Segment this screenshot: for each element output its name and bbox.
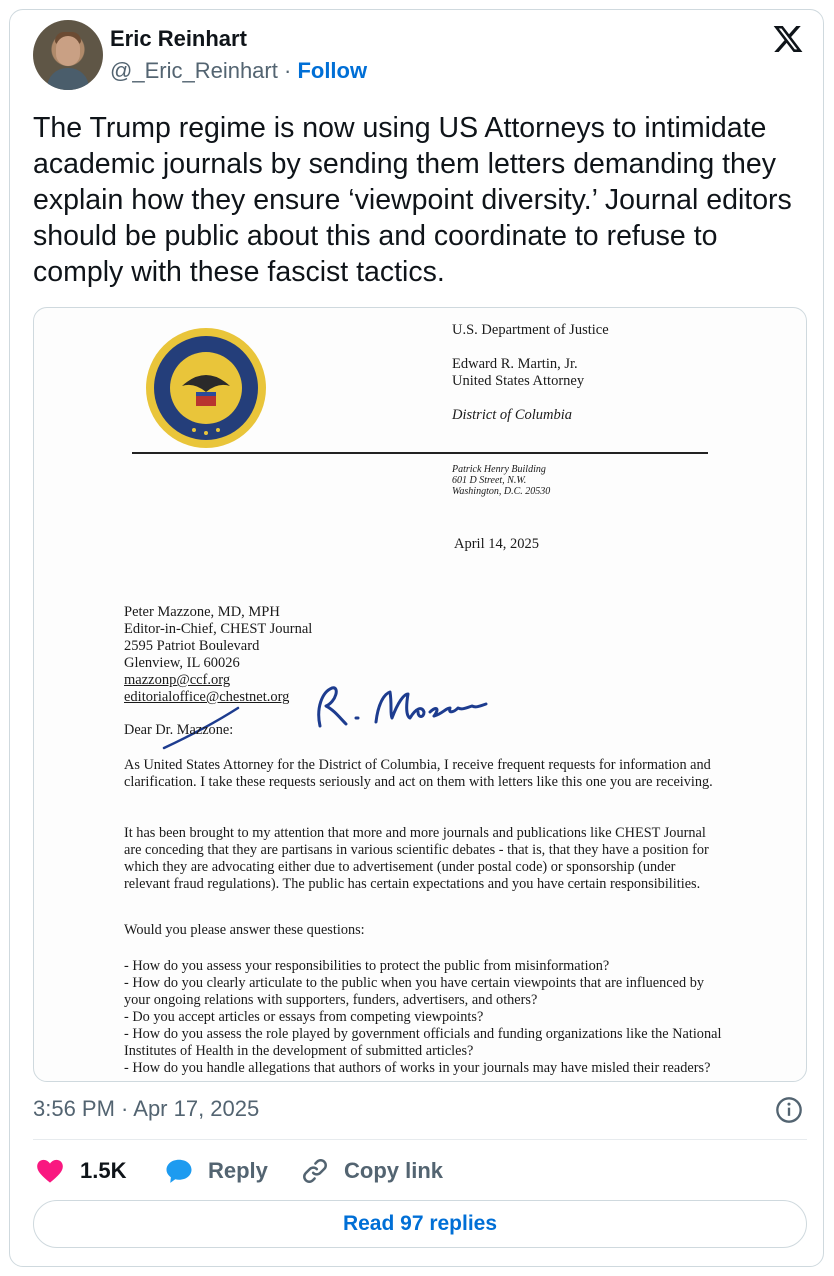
question-item: - How do you assess the role played by government officials and funding organizations like the National Institutes of Health in the development of submitted articles?	[124, 1026, 722, 1059]
question-item: - How do you handle allegations that authors of works in your journals may have misled their readers?	[124, 1060, 711, 1076]
speech-bubble-icon	[164, 1157, 194, 1185]
info-icon[interactable]	[775, 1096, 803, 1124]
reply-button[interactable]	[164, 1155, 268, 1187]
read-replies-button[interactable]: Read 97 replies	[33, 1200, 807, 1248]
letterhead-divider	[132, 452, 708, 454]
reply-label: Reply	[208, 1158, 268, 1183]
recipient-line: Glenview, IL 60026	[124, 655, 240, 671]
copy-link-label: Copy link	[344, 1158, 444, 1183]
author-name[interactable]: Eric Reinhart	[110, 26, 247, 51]
question-item: - How do you assess your responsibilities to protect the public from misinformation?	[124, 958, 610, 974]
attached-letter-image[interactable]	[33, 307, 807, 1082]
doj-seal-icon	[144, 326, 268, 450]
tweet-timestamp[interactable]: 3:56 PM · Apr 17, 2025	[33, 1096, 260, 1121]
building-line: Patrick Henry Building	[452, 464, 546, 475]
district-line: District of Columbia	[452, 407, 573, 423]
link-icon	[300, 1156, 330, 1186]
attorney-title: United States Attorney	[452, 373, 585, 389]
recipient-line: Peter Mazzone, MD, MPH	[124, 604, 280, 620]
letter-paragraph: Would you please answer these questions:	[124, 922, 365, 938]
like-button[interactable]	[36, 1155, 126, 1187]
avatar[interactable]	[33, 20, 103, 90]
like-count: 1.5K	[80, 1158, 127, 1183]
letter-document	[34, 308, 806, 1081]
recipient-line: 2595 Patriot Boulevard	[124, 638, 260, 654]
author-handle[interactable]: @_Eric_Reinhart	[110, 58, 278, 83]
letter-paragraph: It has been brought to my attention that more and more journals and publications like CHEST Journal are conceding that they are partisans in various scientific debates - that is, that they have a position for which they are advocating either due to advertisement (under postal code) or sponsorship (under relevant fraud regulations). The public has certain expectations and you have certain responsibilities.	[124, 825, 709, 892]
question-item: - Do you accept articles or essays from competing viewpoints?	[124, 1009, 484, 1025]
divider	[33, 1139, 807, 1140]
city-line: Washington, D.C. 20530	[452, 486, 551, 497]
author-handle-row	[110, 58, 367, 84]
follow-button[interactable]: Follow	[297, 58, 368, 83]
recipient-email: editorialoffice@chestnet.org	[124, 689, 290, 705]
heart-icon	[36, 1158, 64, 1184]
salutation: Dear Dr. Mazzone:	[124, 722, 234, 738]
letter-date: April 14, 2025	[454, 536, 539, 552]
recipient-line: Editor-in-Chief, CHEST Journal	[124, 621, 313, 637]
recipient-email: mazzonp@ccf.org	[124, 672, 231, 688]
x-logo-icon[interactable]	[772, 23, 804, 55]
copy-link-button[interactable]	[300, 1155, 443, 1187]
attorney-name: Edward R. Martin, Jr.	[452, 356, 578, 372]
question-item: - How do you clearly articulate to the public when you have certain viewpoints that are influenced by your ongoing relations with supporters, funders, advertisers, and others?	[124, 975, 705, 1008]
handle-separator: ·	[283, 58, 292, 83]
tweet-text: The Trump regime is now using US Attorneys to intimidate academic journals by sending them letters demanding they explain how they ensure ‘viewpoint diversity.’ Journal editors should be public about this and coordinate to refuse to comply with these fascist tactics.	[33, 112, 792, 288]
street-line: 601 D Street, N.W.	[452, 475, 527, 486]
department-line: U.S. Department of Justice	[452, 322, 609, 338]
letter-paragraph: As United States Attorney for the District of Columbia, I receive frequent requests for information and clarification. I take these requests seriously and act on them with letters like this one you are receiving.	[124, 757, 713, 790]
